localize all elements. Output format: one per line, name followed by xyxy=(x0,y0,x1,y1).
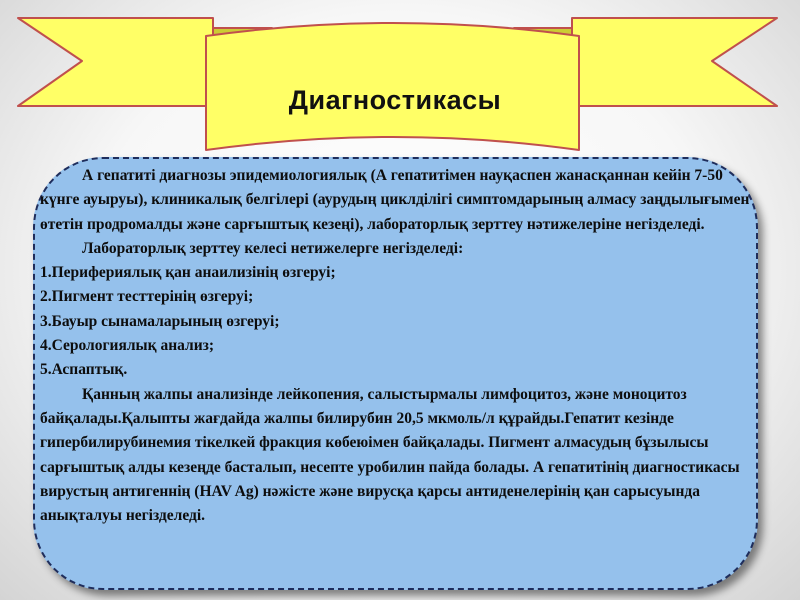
ribbon-right-tail xyxy=(572,18,777,106)
paragraph-blood-analysis: Қанның жалпы анализінде лейкопения, салыстырмалы лимфоцитоз, және моноцитоз байқалады.Қалыпты жағдайда жалпы билирубин 20,5 мкмоль/л құрайды.Гепатит кезінде гипербилирубинемия тікелкей фракция көбеюімен байқалады. Пигмент алмасудың бұзылысы сарғыштық алды кезеңде басталып, несепте уробилин пайда болады. А гепатитінің диагностикасы вирустың антигеннің (HAV Ag) нәжісте және вирусқа қарсы антиденелерінің қан сарысуында анықталуы негізделеді. xyxy=(40,385,740,525)
ribbon-left-tail xyxy=(18,18,213,106)
list-item: 1.Перифериялық қан анаилизінің өзгеруі; xyxy=(40,264,336,282)
lab-test-list xyxy=(40,261,752,382)
list-item: 5.Аспаптық. xyxy=(40,361,128,379)
list-item: 2.Пигмент тесттерінің өзгеруі; xyxy=(40,288,254,306)
paragraph-lab-basis: Лабораторлық зерттеу келесі нетижелерге негізделеді: xyxy=(82,239,464,257)
list-item: 3.Бауыр сынамаларының өзгеруі; xyxy=(40,312,280,330)
content-text xyxy=(40,164,752,528)
list-item: 4.Серологиялық анализ; xyxy=(40,337,215,355)
page-title: Диагностикасы xyxy=(288,84,502,115)
paragraph-intro: А гепатиті диагнозы эпидемиологиялық (А гепатитімен науқаспен жанасқаннан кейін 7-50 күнге ауыруы), клиникалық белгілері (аурудың циклділігі симптомдарының алмасу заңдылығымен өтетін продромалды және сарғыштық кезеңі), лабораторлық зерттеу нәтижелеріне негізделеді. xyxy=(40,167,750,233)
